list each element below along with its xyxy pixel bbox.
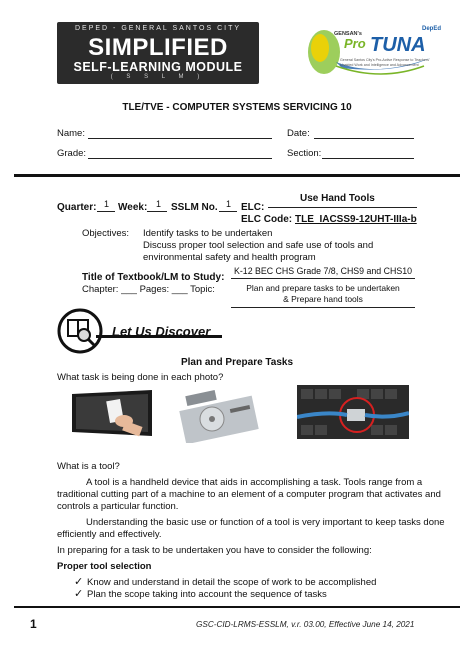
elc-label: ELC: <box>241 202 265 213</box>
elc-underline <box>268 207 417 208</box>
topic-line-2: & Prepare hand tools <box>283 294 363 304</box>
section-label: Section: <box>287 148 322 159</box>
section-heading-discover: Let Us Discover <box>112 324 211 339</box>
logo-pro-text: Pro <box>344 36 366 51</box>
elc-value: Use Hand Tools <box>300 193 375 204</box>
grade-label: Grade: <box>57 148 87 159</box>
banner-subtitle: SELF-LEARNING MODULE <box>73 60 243 74</box>
logo-tuna-text: TUNA <box>370 34 426 56</box>
week-label: Week: <box>118 202 148 213</box>
topic-line-1: Plan and prepare tasks to be undertaken <box>246 283 400 293</box>
banner-division-text: DEPED - GENERAL SANTOS CITY <box>74 25 242 32</box>
chapter-pages-topic-label: Chapter: ___ Pages: ___ Topic: <box>82 284 215 295</box>
logo-deped-text: DepEd <box>422 26 442 32</box>
book-magnifier-icon <box>57 308 103 354</box>
tool-paragraph-2-line1: Understanding the basic use or function of a tool is very important to keep tasks done <box>86 517 445 528</box>
page-number: 1 <box>30 617 37 631</box>
header-divider <box>14 174 460 177</box>
objective-1: Identify tasks to be undertaken <box>143 228 273 239</box>
textbook-value: K-12 BEC CHS Grade 7/8, CHS9 and CHS10 <box>234 266 412 276</box>
banner-title: SIMPLIFIED <box>88 34 228 61</box>
checklist-item: Plan the scope taking into account the sequence of tasks <box>87 589 327 600</box>
textbook-label: Title of Textbook/LM to Study: <box>82 272 225 283</box>
hard-drive-photo <box>176 387 262 443</box>
tool-paragraph-3: In preparing for a task to be undertaken you have to consider the following: <box>57 545 372 556</box>
sslm-value: 1 <box>226 199 232 209</box>
week-value: 1 <box>156 199 162 209</box>
week-underline <box>147 211 167 212</box>
tool-paragraph-1-line2: traditional cutting part of a machine to an element of a computer program that activates and <box>57 489 441 500</box>
logo-tagline: General Santos City's Pro-Active Response to Teachers' Unaided Work and Intelligence and Advancement <box>340 58 430 67</box>
logo-gensan-text: GENSAN's <box>334 31 362 37</box>
name-label: Name: <box>57 128 85 139</box>
textbook-underline <box>231 278 415 279</box>
quarter-label: Quarter: <box>57 202 97 213</box>
elc-code-value: TLE_IACSS9-12UHT-IIIa-b <box>295 214 417 225</box>
name-field[interactable] <box>88 138 272 139</box>
tool-paragraph-1-line1: A tool is a handheld device that aids in accomplishing a task. Tools range from a <box>86 477 423 488</box>
date-field[interactable] <box>314 138 414 139</box>
document-title: TLE/TVE - COMPUTER SYSTEMS SERVICING 10 <box>122 102 352 113</box>
tool-paragraph-1-line3: controls a particular function. <box>57 501 179 512</box>
tool-paragraph-2-line2: efficiently and effectively. <box>57 529 162 540</box>
tool-question: What is a tool? <box>57 461 120 472</box>
photo-question: What task is being done in each photo? <box>57 372 224 383</box>
proper-tool-heading: Proper tool selection <box>57 561 152 572</box>
banner-acronym: ( S S L M ) <box>110 74 206 80</box>
sslm-label: SSLM No. <box>171 202 218 213</box>
quarter-underline <box>97 211 115 212</box>
objective-2-line2: environmental safety and health program <box>143 252 316 263</box>
footer-text: GSC-CID-LRMS-ESSLM, v.r. 03.00, Effective June 14, 2021 <box>196 620 415 629</box>
sslm-underline <box>219 211 237 212</box>
footer-divider <box>14 606 460 608</box>
keyboard-cable-photo <box>297 385 409 439</box>
grade-field[interactable] <box>88 158 272 159</box>
monitor-cleaning-photo <box>68 388 154 442</box>
sslm-banner <box>57 22 259 84</box>
section-subtitle: Plan and Prepare Tasks <box>180 357 294 368</box>
objective-2-line1: Discuss proper tool selection and safe use of tools and <box>143 240 374 251</box>
check-icon: ✓ <box>74 576 84 588</box>
quarter-value: 1 <box>104 199 110 209</box>
check-icon: ✓ <box>74 588 84 600</box>
checklist-item: Know and understand in detail the scope of work to be accomplished <box>87 577 377 588</box>
date-label: Date: <box>287 128 310 139</box>
elc-code-label: ELC Code: <box>241 214 293 225</box>
topic-underline <box>231 307 415 308</box>
objectives-label: Objectives: <box>82 228 129 239</box>
section-field[interactable] <box>322 158 414 159</box>
protuna-logo <box>306 22 444 86</box>
